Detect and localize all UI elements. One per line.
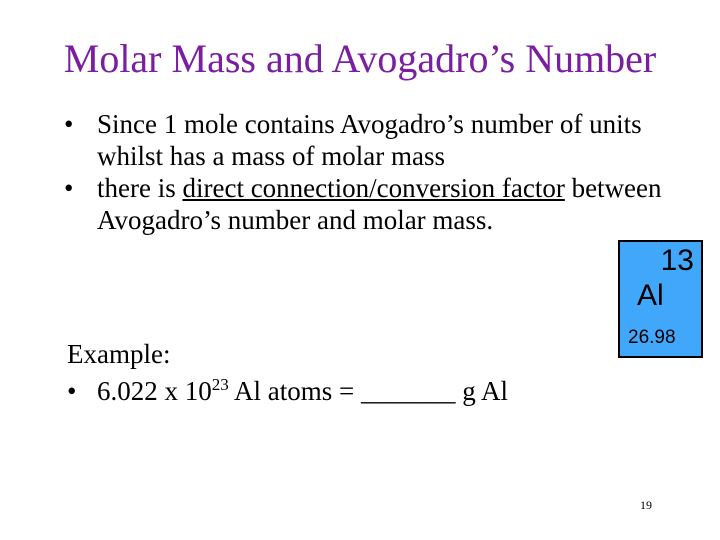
example-heading: Example:: [67, 339, 171, 369]
bullet-text: Since 1 mole contains Avogadro’s number of units whilst has a mass of molar mass: [97, 109, 642, 171]
element-symbol: Al: [637, 279, 664, 312]
bullet-marker: •: [64, 173, 74, 203]
atomic-mass: 26.98: [628, 327, 676, 348]
underlined-phrase: direct connection/conversion factor: [182, 173, 565, 203]
bullet-marker: •: [64, 109, 74, 139]
bullet-text-suffix: between Avogadro’s number and molar mass.: [97, 173, 662, 235]
example-exponent: 23: [211, 375, 229, 394]
example-equation: Al atoms = _______ g Al: [228, 376, 508, 406]
bullet-marker: •: [67, 376, 77, 406]
example-bullet: [67, 375, 508, 407]
atomic-number: 13: [660, 244, 694, 277]
slide-title: Molar Mass and Avogadro’s Number: [63, 36, 657, 81]
bullet-text-prefix: there is: [97, 173, 183, 203]
bullet-item: [64, 172, 664, 236]
example-block: [67, 338, 508, 407]
periodic-element-tile: [618, 240, 703, 358]
example-coefficient: 6.022 x 10: [97, 376, 212, 406]
page-number: 19: [640, 498, 652, 512]
bullet-list: [64, 108, 664, 236]
bullet-item: [64, 108, 664, 172]
